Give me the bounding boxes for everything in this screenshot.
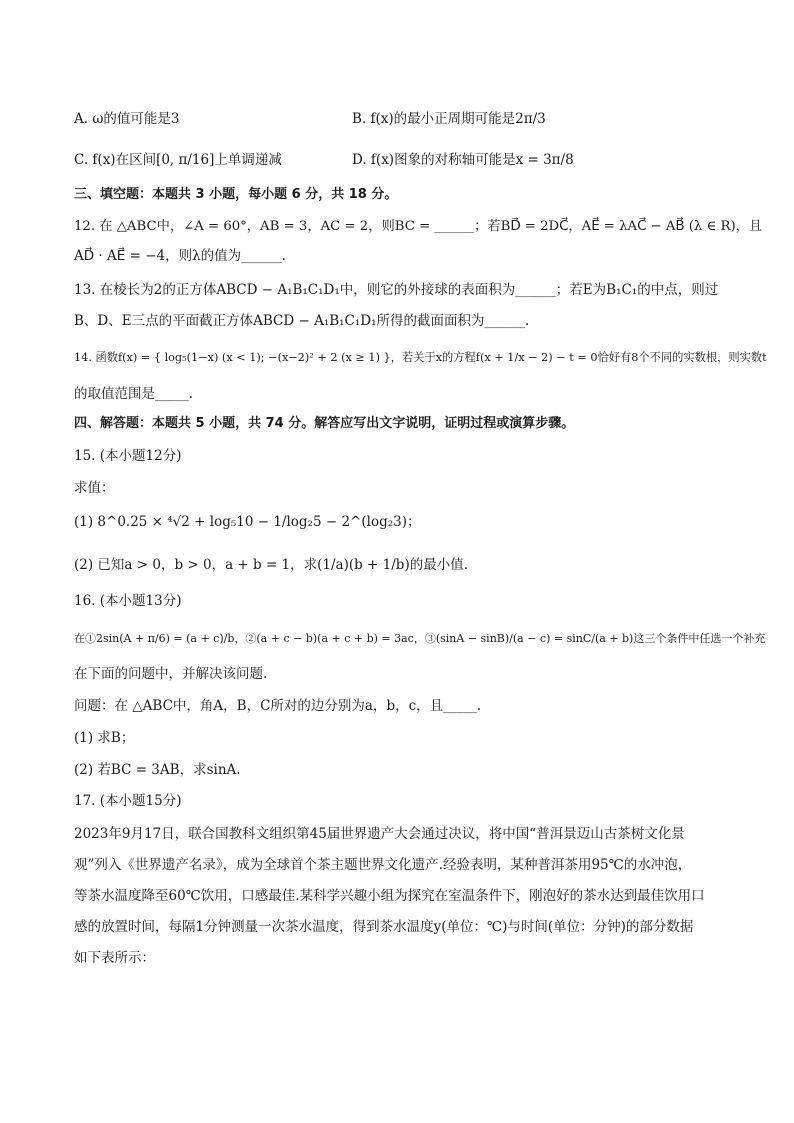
option-d: D. f(x)图象的对称轴可能是x = 3π/8: [352, 152, 574, 168]
q15-part-1: (1) 8^0.25 × ⁴√2 + log₅10 − 1/log₂5 − 2^(log₂3)；: [74, 514, 421, 530]
option-c: C. f(x)在区间[0, π/16]上单调递减: [74, 152, 282, 168]
q12-line-1: 12. 在 △ABC中，∠A = 60°，AB = 3，AC = 2，则BC = ______；若BD⃗ = 2DC⃗，AE⃗ = λAC⃗ − AB⃗ (λ ∈ R)，且: [74, 219, 763, 234]
q17-paragraph-4: 感的放置时间，每隔1分钟测量一次茶水温度，得到茶水温度y(单位：℃)与时间(单位：分钟)的部分数据: [74, 919, 694, 935]
section-4-heading: 四、解答题：本题共 5 小题，共 74 分。解答应写出文字说明，证明过程或演算步骤。: [74, 416, 575, 431]
q13-line-2: B、D、E三点的平面截正方体ABCD − A₁B₁C₁D₁所得的截面面积为______.: [74, 313, 530, 329]
q16-part-2: (2) 若BC = 3AB，求sinA.: [74, 762, 241, 778]
q16-conditions: 在①2sin(A + π/6) = (a + c)/b，②(a + c − b)(a + c + b) = 3ac，③(sinA − sinB)/(a − c) = sinC/(a + b)这三个条件中任选一个补充: [74, 632, 766, 645]
q15-part-2: (2) 已知a > 0，b > 0，a + b = 1，求(1/a)(b + 1/b)的最小值.: [74, 557, 468, 573]
q16-problem: 问题：在 △ABC中，角A，B，C所对的边分别为a，b，c，且_____.: [74, 698, 482, 714]
section-3-heading: 三、填空题：本题共 3 小题，每小题 6 分，共 18 分。: [74, 187, 398, 202]
q17-paragraph-2: 观”列入《世界遗产名录》，成为全球首个茶主题世界文化遗产.经验表明，某种普洱茶用95℃的水冲泡，: [74, 857, 692, 873]
q14-line-2: 的取值范围是_____.: [74, 386, 194, 402]
q15-title: 15. (本小题12分): [74, 448, 182, 464]
q16-conditions-2: 在下面的问题中，并解决该问题.: [74, 666, 268, 682]
q16-part-1: (1) 求B；: [74, 730, 135, 746]
q17-title: 17. (本小题15分): [74, 793, 182, 809]
q17-paragraph-1: 2023年9月17日，联合国教科文组织第45届世界遗产大会通过决议，将中国“普洱景迈山古茶树文化景: [74, 826, 685, 842]
q12-line-2: AD⃗ · AE⃗ = −4，则λ的值为______.: [74, 248, 286, 264]
q14-line-1: 14. 函数f(x) = { log₅(1−x) (x < 1); −(x−2)² + 2 (x ≥ 1) }，若关于x的方程f(x + 1/x − 2) − t = 0恰好有8个不同的实数根，则实数t: [74, 351, 767, 364]
q13-line-1: 13. 在棱长为2的正方体ABCD − A₁B₁C₁D₁中，则它的外接球的表面积为______；若E为B₁C₁的中点，则过: [74, 282, 719, 298]
q17-paragraph-5: 如下表所示：: [74, 950, 155, 966]
q16-title: 16. (本小题13分): [74, 593, 182, 609]
q17-paragraph-3: 等茶水温度降至60℃饮用，口感最佳.某科学兴趣小组为探究在室温条件下，刚泡好的茶水达到最佳饮用口: [74, 888, 705, 904]
option-b: B. f(x)的最小正周期可能是2π/3: [352, 111, 546, 127]
option-a: A. ω的值可能是3: [74, 111, 180, 127]
q15-prompt: 求值：: [74, 480, 115, 496]
